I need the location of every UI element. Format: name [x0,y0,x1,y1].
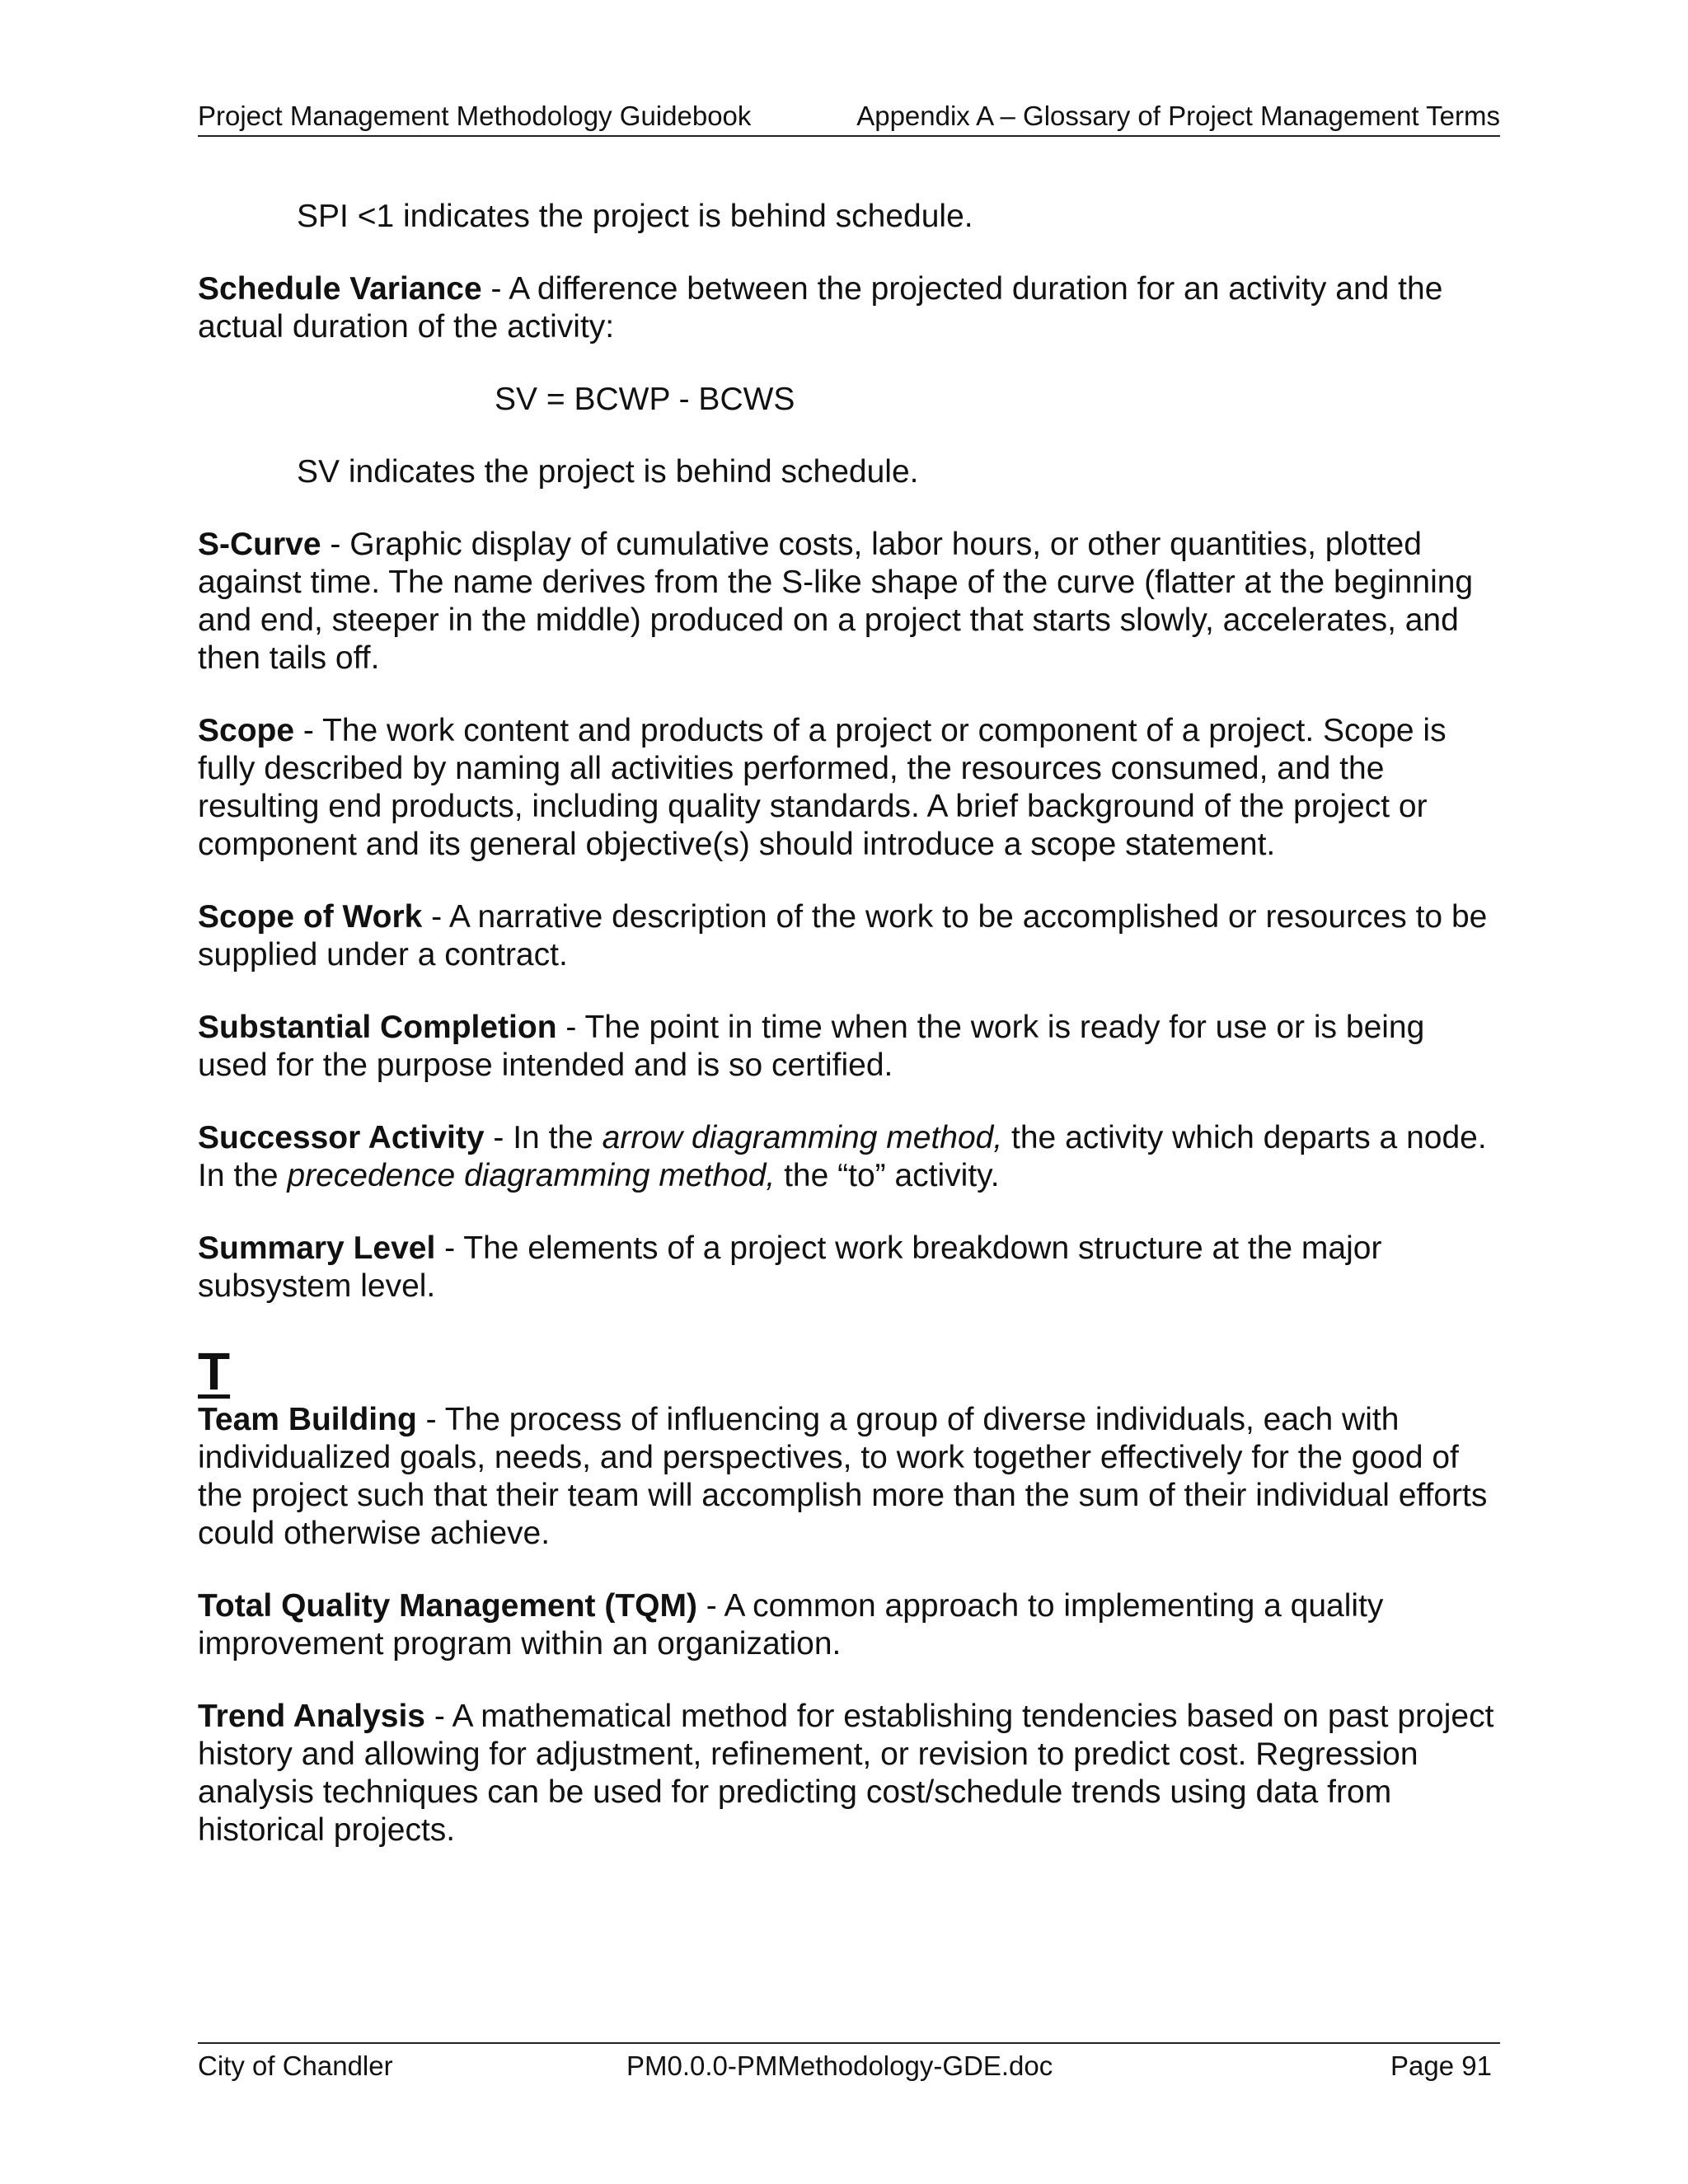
glossary-entry-trend-analysis [198,1698,1500,1849]
page-footer [198,2042,1500,2085]
definition-scope: - The work content and products of a project or component of a project. Scope is fully described by naming all activities performed, the resources consumed, and the resulting end products, including quality standards. A brief background of the project or component and its general objective(s) should introduce a scope statement. [198,713,1447,862]
glossary-entry-successor-activity [198,1119,1500,1195]
definition-trend-analysis: - A mathematical method for establishing tendencies based on past project history and allowing for adjustment, refinement, or revision to predict cost. Regression analysis techniques can be used for predicting cost/schedule trends using data from historical projects. [198,1699,1494,1848]
term-schedule-variance: Schedule Variance [198,271,482,307]
definition-schedule-variance: - A difference between the projected duration for an activity and the actual duration of the activity: [198,271,1443,344]
definition-team-building: - The process of influencing a group of diverse individuals, each with individualized goals, needs, and perspectives, to work together effectively for the good of the project such that their team will accomplish more than the sum of their individual efforts could otherwise achieve. [198,1402,1488,1551]
term-scope: Scope [198,713,295,748]
glossary-entry-scope [198,712,1500,864]
glossary-entry-team-building [198,1401,1500,1553]
definition-scope-of-work: - A narrative description of the work to be accomplished or resources to be supplied under a contract. [198,899,1488,972]
term-summary-level: Summary Level [198,1230,436,1266]
definition-summary-level: - The elements of a project work breakdown structure at the major subsystem level. [198,1230,1382,1304]
definition-successor-activity-part1: - In the [484,1120,603,1155]
term-scope-of-work: Scope of Work [198,899,423,935]
header-section-title: Appendix A – Glossary of Project Management Terms [856,101,1500,131]
glossary-entry-tqm [198,1587,1500,1663]
glossary-entry-summary-level [198,1230,1500,1305]
term-substantial-completion: Substantial Completion [198,1010,557,1045]
term-s-curve: S-Curve [198,527,321,562]
definition-successor-activity-italic1: arrow diagramming method, [602,1120,1003,1155]
definition-successor-activity-part3: the “to” activity. [775,1158,1000,1193]
definition-successor-activity-part2: the activity which departs a node. In the [198,1120,1487,1193]
glossary-entry-s-curve [198,526,1500,677]
glossary-entry-scope-of-work [198,898,1500,974]
definition-successor-activity-italic2: precedence diagramming method, [287,1158,776,1193]
sv-formula: SV = BCWP - BCWS [495,382,795,417]
term-successor-activity: Successor Activity [198,1120,485,1155]
glossary-content [198,198,1500,1849]
definition-s-curve: - Graphic display of cumulative costs, labor hours, or other quantities, plotted against time. The name derives from the S-like shape of the curve (flatter at the beginning and end, steeper in the middle) produced on a project that starts slowly, accelerates, and then tails off. [198,527,1474,676]
section-letter-heading: T [198,1342,231,1401]
footer-filename: PM0.0.0-PMMethodology-GDE.doc [626,2050,1053,2081]
term-team-building: Team Building [198,1402,417,1437]
glossary-entry-schedule-variance [198,270,1500,346]
footer-page-number: Page 91 [1390,2050,1492,2081]
page-header [198,97,1500,137]
term-tqm: Total Quality Management (TQM) [198,1588,697,1624]
glossary-entry-substantial-completion [198,1009,1500,1085]
term-trend-analysis: Trend Analysis [198,1699,425,1734]
spi-note: SPI <1 indicates the project is behind schedule. [297,199,973,234]
definition-tqm: - A common approach to implementing a quality improvement program within an organization. [198,1588,1384,1661]
footer-organization: City of Chandler [198,2050,393,2081]
header-document-title: Project Management Methodology Guidebook [198,101,752,131]
definition-substantial-completion: - The point in time when the work is ready for use or is being used for the purpose intended and is so certified. [198,1010,1425,1083]
sv-note: SV indicates the project is behind schedule. [297,454,919,490]
